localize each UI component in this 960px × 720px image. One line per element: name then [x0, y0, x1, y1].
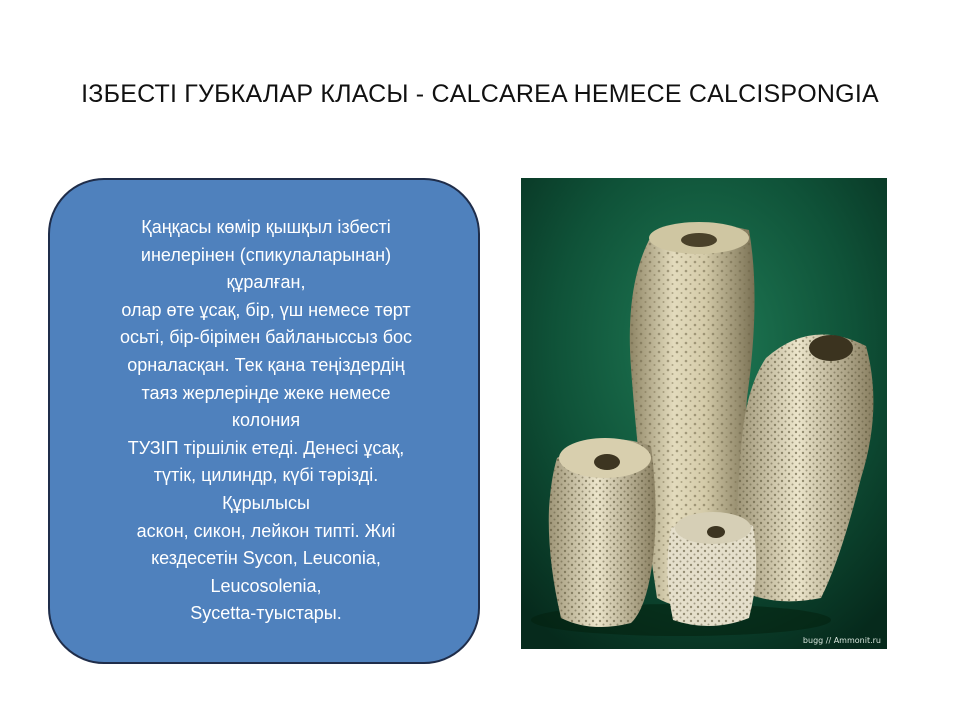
description-line: ТУЗІП тіршілік етеді. Денесі ұсақ,	[127, 437, 405, 458]
slide-title: ІЗБЕСТІ ГУБКАЛАР КЛАСЫ - CALCAREA НЕМЕСЕ CALCISPONGIA	[81, 80, 879, 108]
description-line: Қаңқасы көмір қышқыл ізбесті	[141, 217, 391, 237]
left-sponge	[549, 438, 656, 627]
sponge-fossil-photo	[521, 178, 887, 649]
sponge-fossil-illustration	[521, 178, 887, 649]
description-line: инелерінен (спикулаларынан)	[140, 244, 392, 265]
description-text	[80, 214, 452, 628]
description-line: колония	[231, 410, 301, 431]
description-line: аскон, сикон, лейкон типті. Жиі	[136, 520, 396, 541]
description-line: Leucosolenia,	[210, 575, 322, 596]
description-line: таяз жерлерінде жеке немесе	[141, 382, 391, 403]
description-line: Құрылысы	[222, 492, 310, 513]
description-line: Sycetta-туыстары.	[190, 603, 342, 624]
description-line: олар өте ұсақ, бір, үш немесе төрт	[121, 299, 411, 320]
description-line: орналасқан. Тек қана теңіздердің	[127, 354, 405, 375]
description-line: осьті, бір-бірімен байланыссыз бос	[119, 327, 413, 348]
photo-credit: bugg // Ammonit.ru	[802, 636, 881, 645]
description-line: құралған,	[226, 272, 306, 293]
description-line: түтік, цилиндр, күбі тәрізді.	[153, 465, 379, 486]
description-textbox	[48, 178, 480, 664]
small-sponge	[667, 512, 756, 626]
description-line: кездесетін Sycon, Leuconia,	[151, 548, 381, 569]
